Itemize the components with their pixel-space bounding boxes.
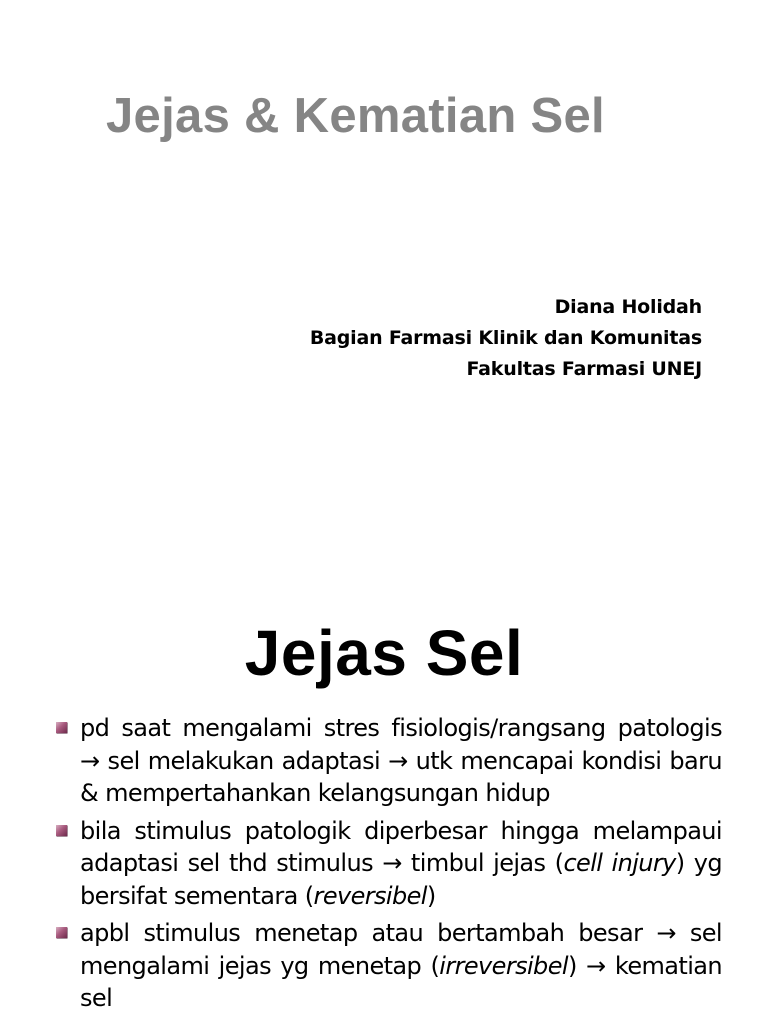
bullet-text-segment: ) yg bersifat sementara ( <box>80 849 723 910</box>
bullet-text-segment: bila stimulus patologik diperbesar hingga melampaui adaptasi sel thd stimulus → timbul jejas ( <box>80 816 722 877</box>
author-department: Bagian Farmasi Klinik dan Komunitas <box>309 327 702 349</box>
content-slide <box>0 576 768 1024</box>
bullet-italic-term: irreversibel <box>439 951 568 980</box>
author-block <box>310 292 702 385</box>
bullet-text <box>80 919 722 1012</box>
bullet-text-segment: apbl stimulus menetap atau bertambah besar → sel mengalami jejas yg menetap ( <box>80 919 722 980</box>
author-name: Diana Holidah <box>554 296 702 318</box>
author-faculty: Fakultas Farmasi UNEJ <box>466 358 702 380</box>
bullet-item <box>56 917 722 1015</box>
bullet-item <box>56 815 722 913</box>
square-bullet-icon <box>56 825 67 836</box>
bullet-text <box>80 817 722 910</box>
bullet-list <box>56 712 722 1020</box>
square-bullet-icon <box>56 927 67 938</box>
bullet-text-segment: pd saat mengalami stres fisiologis/rangsang patologis → sel melakukan adaptasi → utk mencapai kondisi baru & mempertahankan kelangsungan hidup <box>80 714 722 807</box>
bullet-italic-term: cell injury <box>563 849 676 877</box>
slide-title: Jejas Sel <box>244 617 524 689</box>
bullet-item <box>56 712 722 810</box>
presentation-title: Jejas & Kematian Sel <box>106 89 605 143</box>
bullet-text <box>80 714 722 807</box>
bullet-text-segment: ) <box>426 881 436 910</box>
bullet-italic-term: reversibel <box>313 881 427 910</box>
square-bullet-icon <box>56 722 67 733</box>
bullet-text-segment: ) → kematian sel <box>80 951 722 1012</box>
